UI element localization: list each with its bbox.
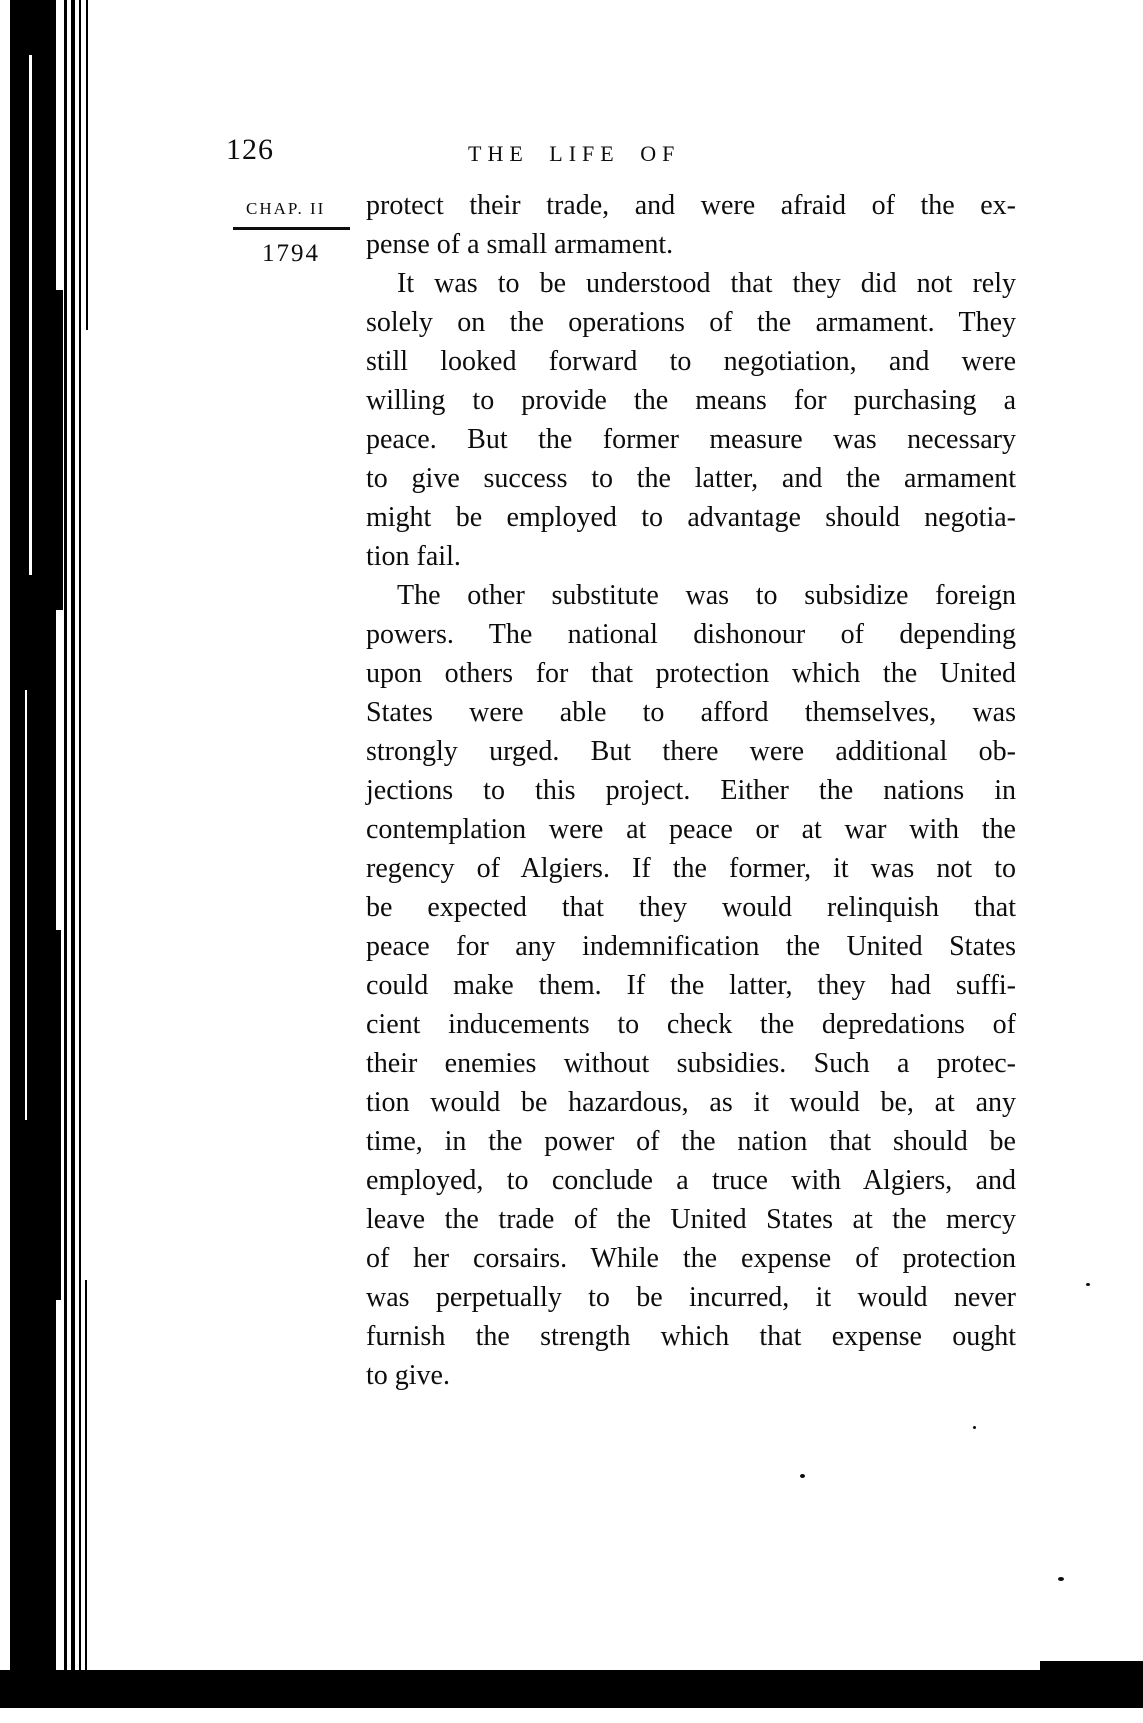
scan-artifact-gutter-line: [85, 1280, 87, 1700]
text-line: solely on the operations of the armament. They: [366, 307, 1016, 338]
text-line: peace. But the former measure was necessary: [366, 424, 1016, 455]
scan-artifact-gutter-line: [86, 0, 88, 330]
text-line: was perpetually to be incurred, it would never: [366, 1282, 1016, 1313]
text-line: regency of Algiers. If the former, it was not to: [366, 853, 1016, 884]
text-line: to give success to the latter, and the armament: [366, 463, 1016, 494]
scan-speck: [973, 1426, 976, 1429]
text-line: might be employed to advantage should negotia-: [366, 502, 1016, 533]
text-line: furnish the strength which that expense ought: [366, 1321, 1016, 1352]
scan-artifact-gutter-nub: [54, 290, 63, 610]
text-line: be expected that they would relinquish that: [366, 892, 1016, 923]
text-line: pense of a small armament.: [366, 229, 674, 260]
scan-speck: [1086, 1283, 1090, 1286]
text-line: contemplation were at peace or at war with the: [366, 814, 1016, 845]
text-line: of her corsairs. While the expense of protection: [366, 1243, 1016, 1274]
scan-artifact-bottom-bar: [0, 1670, 1143, 1708]
text-line: peace for any indemnification the United States: [366, 931, 1016, 962]
text-line: It was to be understood that they did not rely: [397, 268, 1016, 299]
text-line: protect their trade, and were afraid of the ex-: [366, 190, 1016, 221]
running-header: THE LIFE OF: [468, 141, 681, 166]
margin-rule: [233, 227, 350, 230]
margin-chapter-label: CHAP. II: [246, 199, 326, 218]
text-line: powers. The national dishonour of depending: [366, 619, 1016, 650]
text-line: to give.: [366, 1360, 450, 1391]
scan-artifact-white-streak: [25, 690, 27, 1120]
text-line: time, in the power of the nation that should be: [366, 1126, 1016, 1157]
scan-artifact-gutter-line: [71, 0, 75, 1700]
text-line: States were able to afford themselves, was: [366, 697, 1016, 728]
body-text: [366, 186, 1016, 1395]
margin-year-label: 1794: [262, 240, 320, 267]
text-line: leave the trade of the United States at the mercy: [366, 1204, 1016, 1235]
text-line: upon others for that protection which the United: [366, 658, 1016, 689]
text-line: jections to this project. Either the nations in: [366, 775, 1016, 806]
text-line: their enemies without subsidies. Such a protec-: [366, 1048, 1016, 1079]
page-number: 126: [226, 133, 274, 166]
scan-artifact-bottom-bar: [1040, 1661, 1143, 1673]
scan-artifact-white-streak: [29, 55, 32, 575]
text-line: cient inducements to check the depredations of: [366, 1009, 1016, 1040]
text-line: willing to provide the means for purchasing a: [366, 385, 1016, 416]
scan-artifact-gutter-line: [79, 0, 81, 1700]
text-line: employed, to conclude a truce with Algiers, and: [366, 1165, 1016, 1196]
text-line: The other substitute was to subsidize foreign: [397, 580, 1016, 611]
text-line: strongly urged. But there were additional ob-: [366, 736, 1016, 767]
text-line: could make them. If the latter, they had suffi-: [366, 970, 1016, 1001]
scan-speck: [800, 1474, 805, 1478]
scan-artifact-gutter-nub: [54, 930, 61, 1300]
scan-artifact-gutter-band: [10, 0, 56, 1700]
scan-speck: [1058, 1577, 1064, 1581]
text-line: tion fail.: [366, 541, 461, 572]
scan-artifact-gutter-line: [64, 0, 67, 1700]
text-line: still looked forward to negotiation, and were: [366, 346, 1016, 377]
text-line: tion would be hazardous, as it would be, at any: [366, 1087, 1016, 1118]
